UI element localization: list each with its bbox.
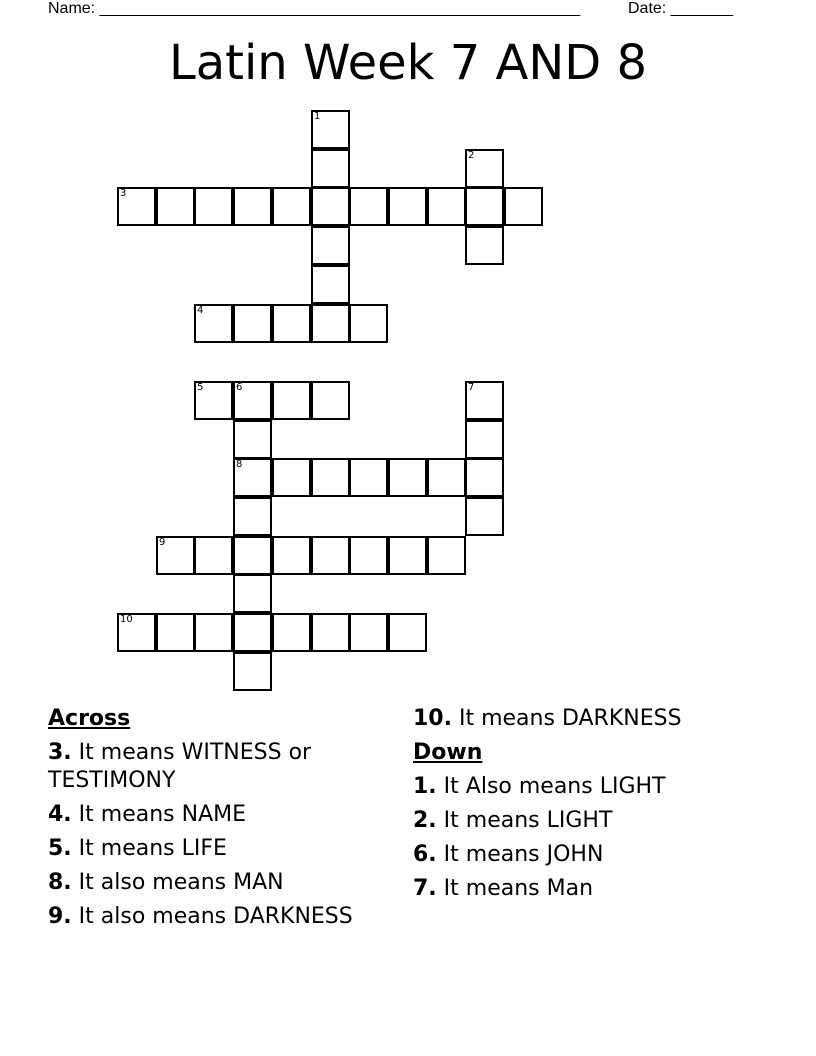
clue-text: It means NAME	[78, 802, 247, 827]
grid-cell[interactable]	[349, 187, 388, 226]
clue-number: 2.	[413, 808, 437, 833]
grid-cell[interactable]	[388, 536, 427, 575]
grid-cell[interactable]	[194, 304, 233, 343]
grid-cell[interactable]	[311, 110, 350, 149]
grid-cell[interactable]	[272, 458, 311, 497]
clue-number: 5.	[48, 836, 72, 861]
grid-cell[interactable]	[117, 613, 156, 652]
cell-number: 2	[468, 150, 475, 161]
grid-cell[interactable]	[233, 574, 272, 613]
grid-cell[interactable]	[349, 613, 388, 652]
cell-number: 9	[159, 537, 166, 548]
grid-cell[interactable]	[349, 458, 388, 497]
clue-text: It means LIGHT	[443, 808, 613, 833]
clue-number: 8.	[48, 870, 72, 895]
grid-cell[interactable]	[233, 187, 272, 226]
grid-cell[interactable]	[388, 458, 427, 497]
clue-down-6	[413, 838, 773, 872]
clue-number: 10.	[413, 706, 452, 731]
cell-number: 1	[314, 111, 321, 122]
clue-number: 3.	[48, 740, 72, 765]
grid-cell[interactable]	[117, 187, 156, 226]
grid-cell[interactable]	[272, 304, 311, 343]
clue-text: It also means DARKNESS	[78, 904, 353, 929]
grid-cell[interactable]	[311, 458, 350, 497]
page-title: Latin Week 7 AND 8	[168, 35, 648, 91]
grid-cell[interactable]	[465, 149, 504, 188]
grid-cell[interactable]	[272, 613, 311, 652]
clue-across-9	[48, 900, 388, 934]
cell-number: 4	[197, 305, 204, 316]
grid-cell[interactable]	[272, 187, 311, 226]
grid-cell[interactable]	[465, 497, 504, 536]
clue-text: It means JOHN	[443, 842, 604, 867]
grid-cell[interactable]	[233, 536, 272, 575]
cell-number: 6	[236, 382, 243, 393]
grid-cell[interactable]	[233, 420, 272, 459]
clue-text: It also means MAN	[78, 870, 284, 895]
clue-across-4	[48, 798, 388, 832]
grid-cell[interactable]	[465, 458, 504, 497]
grid-cell[interactable]	[388, 613, 427, 652]
grid-cell[interactable]	[311, 536, 350, 575]
grid-cell[interactable]	[427, 187, 466, 226]
clue-number: 6.	[413, 842, 437, 867]
grid-cell[interactable]	[465, 226, 504, 265]
name-field-label: Name: ______________________________________________________	[48, 0, 581, 17]
cell-number: 8	[236, 459, 243, 470]
grid-cell[interactable]	[156, 187, 195, 226]
clue-number: 1.	[413, 774, 437, 799]
grid-cell[interactable]	[427, 536, 466, 575]
grid-cell[interactable]	[272, 381, 311, 420]
grid-cell[interactable]	[349, 536, 388, 575]
grid-cell[interactable]	[156, 536, 195, 575]
grid-cell[interactable]	[194, 187, 233, 226]
clue-text: It means Man	[443, 876, 594, 901]
grid-cell[interactable]	[427, 458, 466, 497]
grid-cell[interactable]	[465, 420, 504, 459]
clue-text: It means DARKNESS	[458, 706, 682, 731]
grid-cell[interactable]	[311, 149, 350, 188]
grid-cell[interactable]	[311, 613, 350, 652]
grid-cell[interactable]	[311, 226, 350, 265]
across-heading: Across	[48, 706, 131, 731]
cell-number: 10	[120, 614, 133, 625]
grid-cell[interactable]	[233, 613, 272, 652]
grid-cell[interactable]	[349, 304, 388, 343]
clue-across-10	[413, 702, 773, 736]
grid-cell[interactable]	[233, 497, 272, 536]
cell-number: 5	[197, 382, 204, 393]
grid-cell[interactable]	[311, 304, 350, 343]
clues-right-column	[413, 702, 773, 906]
grid-cell[interactable]	[311, 265, 350, 304]
cell-number: 7	[468, 382, 475, 393]
grid-cell[interactable]	[194, 613, 233, 652]
grid-cell[interactable]	[233, 652, 272, 691]
grid-cell[interactable]	[504, 187, 543, 226]
grid-cell[interactable]	[272, 536, 311, 575]
clue-number: 7.	[413, 876, 437, 901]
grid-cell[interactable]	[311, 187, 350, 226]
clue-across-5	[48, 832, 388, 866]
grid-cell[interactable]	[233, 458, 272, 497]
grid-cell[interactable]	[465, 187, 504, 226]
grid-cell[interactable]	[194, 536, 233, 575]
grid-cell[interactable]	[388, 187, 427, 226]
clue-text: It means LIFE	[78, 836, 227, 861]
grid-cell[interactable]	[194, 381, 233, 420]
clue-text: It Also means LIGHT	[443, 774, 666, 799]
cell-number: 3	[120, 188, 127, 199]
grid-cell[interactable]	[465, 381, 504, 420]
clue-number: 9.	[48, 904, 72, 929]
down-heading: Down	[413, 740, 483, 765]
grid-cell[interactable]	[233, 304, 272, 343]
clues-left-column	[48, 702, 388, 934]
grid-cell[interactable]	[233, 381, 272, 420]
clue-across-3	[48, 736, 388, 798]
grid-cell[interactable]	[156, 613, 195, 652]
clue-down-7	[413, 872, 773, 906]
clue-down-1	[413, 770, 773, 804]
grid-cell[interactable]	[311, 381, 350, 420]
clue-text: It means WITNESS or TESTIMONY	[48, 740, 312, 793]
clue-number: 4.	[48, 802, 72, 827]
clue-across-8	[48, 866, 388, 900]
date-field-label: Date: _______	[628, 0, 733, 17]
clue-down-2	[413, 804, 773, 838]
